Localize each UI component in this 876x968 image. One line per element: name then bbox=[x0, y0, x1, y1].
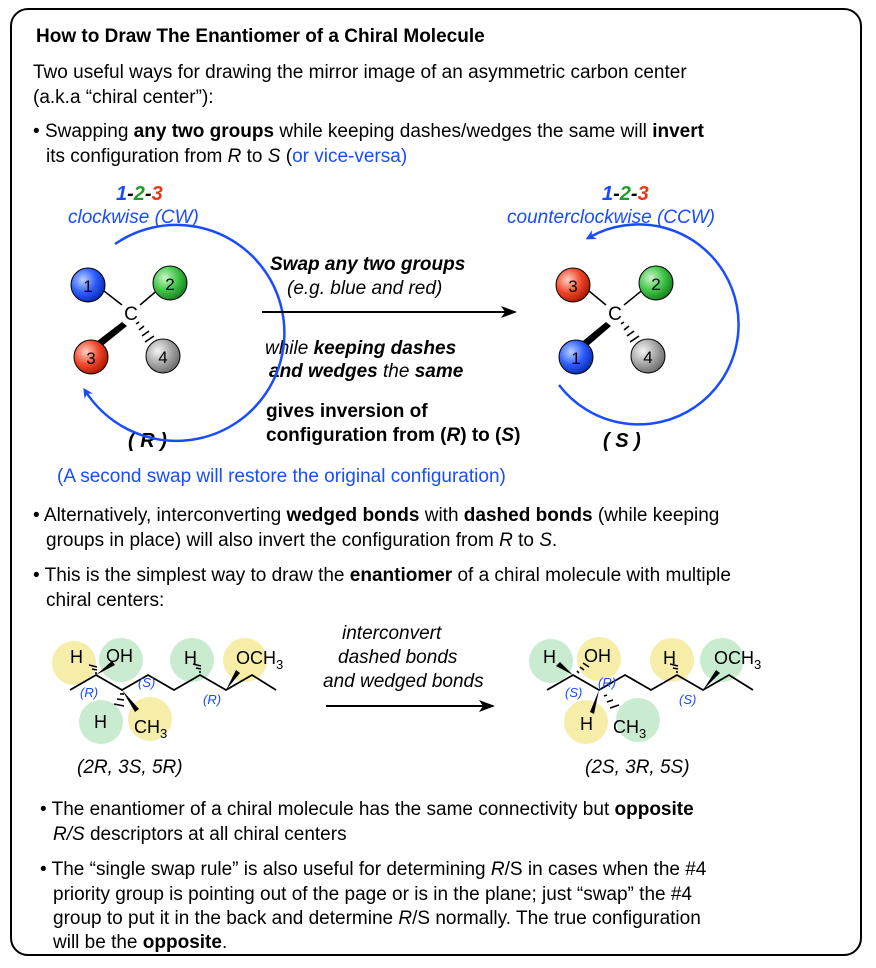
priority-1: 1 bbox=[602, 183, 614, 205]
text-run-italic: R bbox=[398, 908, 413, 929]
subscript: 3 bbox=[639, 726, 647, 741]
atom-label: H bbox=[94, 712, 107, 732]
priority-3: 3 bbox=[637, 183, 649, 205]
text-run: while keeping dashes/wedges the same will bbox=[274, 121, 653, 142]
text-run-italic: S bbox=[539, 530, 552, 551]
text-run: /S in cases when the #4 bbox=[504, 859, 707, 880]
bullet-5-line-2: priority group is pointing out of the page or is in the plane; just “swap” the #4 bbox=[53, 884, 692, 905]
counterclockwise-arrow bbox=[559, 224, 739, 424]
wedge-bond bbox=[122, 690, 139, 712]
descriptor-label: (S) bbox=[679, 692, 697, 707]
priority-1: 1 bbox=[116, 183, 128, 205]
text-run: ) bbox=[514, 425, 521, 446]
ball-label: 3 bbox=[86, 349, 96, 368]
bullet-dot: • bbox=[33, 121, 40, 142]
text-run: of a chiral molecule with multiple bbox=[452, 565, 731, 586]
intro-line-1: Two useful ways for drawing the mirror image of an asymmetric carbon center bbox=[33, 62, 687, 83]
ball-label: 4 bbox=[158, 348, 168, 367]
arrow2-text-1: interconvert bbox=[342, 623, 442, 644]
text-run: OCH bbox=[714, 648, 754, 668]
dash-bond bbox=[621, 322, 639, 342]
priority-2: 2 bbox=[133, 183, 145, 205]
priority-3: 3 bbox=[151, 183, 163, 205]
right-chain-name: (2S, 3R, 5S) bbox=[585, 757, 690, 778]
text-run: configuration from ( bbox=[266, 425, 447, 446]
text-run: CH bbox=[613, 717, 639, 737]
left-skeletal-molecule bbox=[52, 638, 283, 744]
text-run-bold: dashed bonds bbox=[463, 505, 593, 526]
bullet-3-line-2: chiral centers: bbox=[46, 590, 165, 611]
text-run: ) to ( bbox=[460, 425, 502, 446]
text-run: the bbox=[377, 361, 415, 382]
text-run: Alternatively, interconverting bbox=[43, 505, 287, 526]
page-title: How to Draw The Enantiomer of a Chiral Molecule bbox=[36, 26, 485, 47]
dash-bond bbox=[604, 695, 619, 708]
second-swap-note: (A second swap will restore the original configuration) bbox=[57, 466, 506, 487]
subscript: 3 bbox=[276, 657, 284, 672]
arrow-text-swap: Swap any two groups bbox=[270, 254, 466, 275]
text-run-bold: same bbox=[414, 361, 464, 382]
dash: - bbox=[144, 183, 152, 205]
text-run-italic: R/S bbox=[53, 824, 85, 845]
atom-label: OH bbox=[584, 646, 611, 666]
text-run: descriptors at all chiral centers bbox=[84, 824, 347, 845]
carbon-label: C bbox=[124, 304, 138, 325]
dash: - bbox=[613, 183, 620, 205]
arrow2-text-2: dashed bonds bbox=[338, 647, 458, 668]
text-run: while bbox=[265, 338, 314, 359]
text-run-italic: R bbox=[446, 425, 461, 446]
arrow-text-example: (e.g. blue and red) bbox=[287, 278, 443, 299]
dash: - bbox=[127, 183, 134, 205]
text-run: ( bbox=[280, 146, 293, 167]
text-run-bold: invert bbox=[652, 121, 704, 142]
text-run-italic: S bbox=[267, 146, 281, 167]
text-run: . bbox=[551, 530, 558, 551]
right-skeletal-molecule bbox=[529, 637, 761, 744]
ball-label: 2 bbox=[165, 275, 175, 294]
text-run: Swapping bbox=[44, 121, 134, 142]
text-run: will be the bbox=[53, 932, 143, 953]
left-direction-label: clockwise (CW) bbox=[68, 207, 199, 228]
left-stereocenter bbox=[71, 225, 284, 441]
descriptor-label: (S) bbox=[565, 685, 583, 700]
right-direction-label: counterclockwise (CCW) bbox=[507, 207, 715, 228]
descriptor-label: (R) bbox=[598, 675, 617, 690]
text-run-bold: any two groups bbox=[133, 121, 275, 142]
text-run: . bbox=[221, 932, 228, 953]
text-run: its configuration from bbox=[46, 146, 228, 167]
text-run-bold: and wedges bbox=[269, 361, 378, 382]
text-run-italic: R bbox=[499, 530, 513, 551]
bond bbox=[589, 291, 606, 305]
text-run-bold: opposite bbox=[142, 932, 222, 953]
text-run: The enantiomer of a chiral molecule has the same connectivity but bbox=[51, 799, 615, 820]
text-run: groups in place) will also invert the configuration from bbox=[46, 530, 500, 551]
text-run: OCH bbox=[236, 648, 276, 668]
ball-label: 1 bbox=[83, 277, 93, 296]
atom-label: OH bbox=[106, 646, 133, 666]
ball-label: 4 bbox=[643, 348, 653, 367]
carbon-label: C bbox=[608, 304, 622, 325]
left-chain-name: (2R, 3S, 5R) bbox=[77, 757, 183, 778]
text-run-italic: R bbox=[490, 859, 505, 880]
arrow-text-inversion: gives inversion of bbox=[266, 401, 428, 422]
text-run: to bbox=[512, 530, 540, 551]
bond bbox=[104, 291, 122, 305]
bullet-dot: • bbox=[33, 565, 40, 586]
bullet-dot: • bbox=[33, 505, 40, 526]
right-config-label: ( S ) bbox=[603, 430, 641, 452]
text-run-bold: opposite bbox=[614, 799, 694, 820]
right-stereocenter bbox=[556, 224, 739, 424]
text-run: CH bbox=[134, 717, 160, 737]
text-run-bold: enantiomer bbox=[349, 565, 453, 586]
subscript: 3 bbox=[160, 726, 168, 741]
descriptor-label: (S) bbox=[138, 675, 156, 690]
text-run: to bbox=[241, 146, 268, 167]
text-run-italic: S bbox=[501, 425, 515, 446]
ball-label: 1 bbox=[571, 349, 581, 368]
ball-label: 2 bbox=[651, 275, 661, 294]
subscript: 3 bbox=[754, 657, 762, 672]
intro-line-2: (a.k.a “chiral center”): bbox=[33, 87, 214, 108]
text-run-bold: wedged bonds bbox=[286, 505, 420, 526]
atom-label: H bbox=[663, 648, 676, 668]
text-run: (while keeping bbox=[592, 505, 720, 526]
atom-label: H bbox=[184, 648, 197, 668]
descriptor-label: (R) bbox=[80, 685, 99, 700]
arrow2-text-3: and wedged bonds bbox=[323, 671, 484, 692]
dash-bond bbox=[114, 694, 124, 706]
dash-bond bbox=[136, 322, 154, 342]
text-run: group to put it in the back and determine bbox=[53, 908, 399, 929]
dash: - bbox=[630, 183, 638, 205]
atom-label: H bbox=[580, 714, 593, 734]
bullet-dot: • bbox=[40, 799, 47, 820]
priority-2: 2 bbox=[619, 183, 631, 205]
descriptor-label: (R) bbox=[203, 692, 222, 707]
ball-label: 3 bbox=[568, 277, 578, 296]
left-config-label: ( R ) bbox=[128, 430, 167, 452]
bullet-dot: • bbox=[40, 859, 47, 880]
text-run-bold: keeping dashes bbox=[313, 338, 457, 359]
atom-label: H bbox=[543, 647, 556, 667]
text-run-italic: R bbox=[227, 146, 242, 167]
text-run: The “single swap rule” is also useful for determining bbox=[51, 859, 491, 880]
text-run: /S normally. The true configuration bbox=[412, 908, 701, 929]
text-run: This is the simplest way to draw the bbox=[44, 565, 350, 586]
atom-label: H bbox=[70, 647, 83, 667]
text-run-blue: or vice-versa) bbox=[292, 146, 408, 167]
text-run: with bbox=[419, 505, 464, 526]
